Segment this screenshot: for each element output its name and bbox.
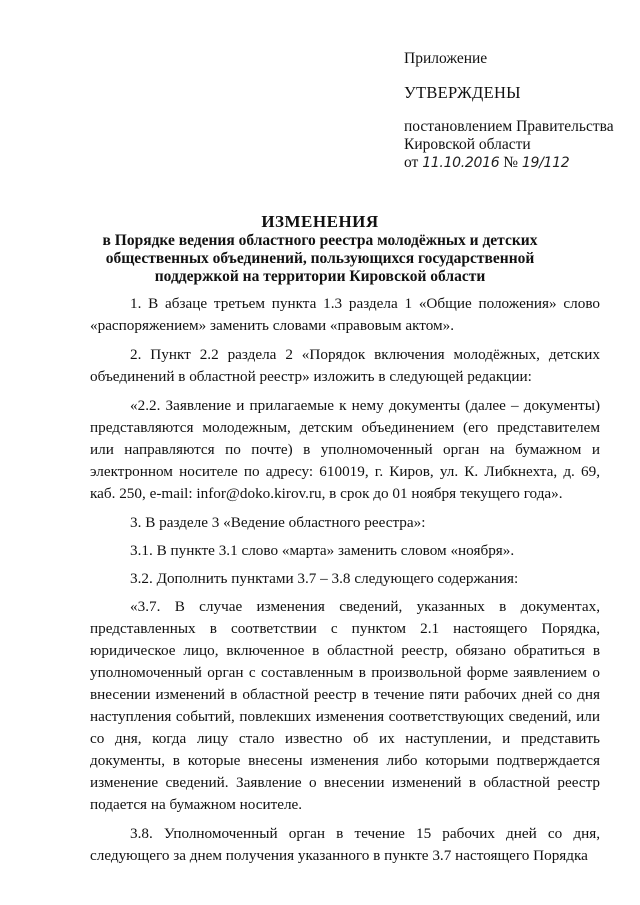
authority-line-2: Кировской области <box>404 136 531 153</box>
paragraph: 3. В разделе 3 «Ведение областного реестра»: <box>130 514 426 531</box>
paragraph: 3.2. Дополнить пунктами 3.7 – 3.8 следующего содержания: <box>130 570 519 587</box>
document-body <box>90 293 600 874</box>
date-number-line <box>404 154 624 172</box>
title-heading: ИЗМЕНЕНИЯ <box>261 212 379 231</box>
title-subheading: в Порядке ведения областного реестра молодёжных и детских общественных объединений, пользующихся государственной поддержкой на территории Кировской области <box>102 232 538 285</box>
handwritten-number: 19/112 <box>521 155 570 171</box>
approval-authority <box>404 118 624 172</box>
paragraph: 2. Пункт 2.2 раздела 2 «Порядок включения молодёжных, детских объединений в областной реестр» изложить в следующей редакции: <box>90 346 600 385</box>
document-title <box>0 212 640 286</box>
paragraph: «3.7. В случае изменения сведений, указанных в документах, представленных в соответствии с пунктом 2.1 настоящего Порядка, юридическое лицо, включенное в областной реестр, обязано обратиться в уполномоченный орган с составленным в произвольной форме заявлением о внесении изменений в областной реестр в течение пяти рабочих дней со дня наступления событий, повлекших изменения соответствующих сведений, или со дня, когда лицу стало известно об их наступлении, и представить документы, в которые внесены изменения либо которыми подтверждается изменение сведений. Заявление о внесении изменений в областной реестр подается на бумажном носителе. <box>90 598 600 813</box>
number-sign: № <box>503 154 519 171</box>
approval-block <box>404 50 624 172</box>
date-prefix: от <box>404 154 419 171</box>
appendix-label: Приложение <box>404 50 488 67</box>
handwritten-date: 11.10.2016 <box>422 155 500 171</box>
authority-line-1: постановлением Правительства <box>404 118 614 135</box>
paragraph: «2.2. Заявление и прилагаемые к нему документы (далее – документы) представляются молодежным, детским объединением (его представителем или направляются по почте) в уполномоченный орган на бумажном и электронном носителе по адресу: 610019, г. Киров, ул. К. Либкнехта, д. 69, каб. 250, e-mail: infor@doko.kirov.ru, в срок до 01 ноября текущего года». <box>90 397 600 502</box>
paragraph: 3.8. Уполномоченный орган в течение 15 рабочих дней со дня, следующего за днем получения указанного в пункте 3.7 настоящего Порядка <box>90 825 600 864</box>
approved-label: УТВЕРЖДЕНЫ <box>404 83 521 102</box>
paragraph: 1. В абзаце третьем пункта 1.3 раздела 1 «Общие положения» слово «распоряжением» заменить словами «правовым актом». <box>90 295 600 334</box>
paragraph: 3.1. В пункте 3.1 слово «марта» заменить словом «ноября». <box>130 542 515 559</box>
